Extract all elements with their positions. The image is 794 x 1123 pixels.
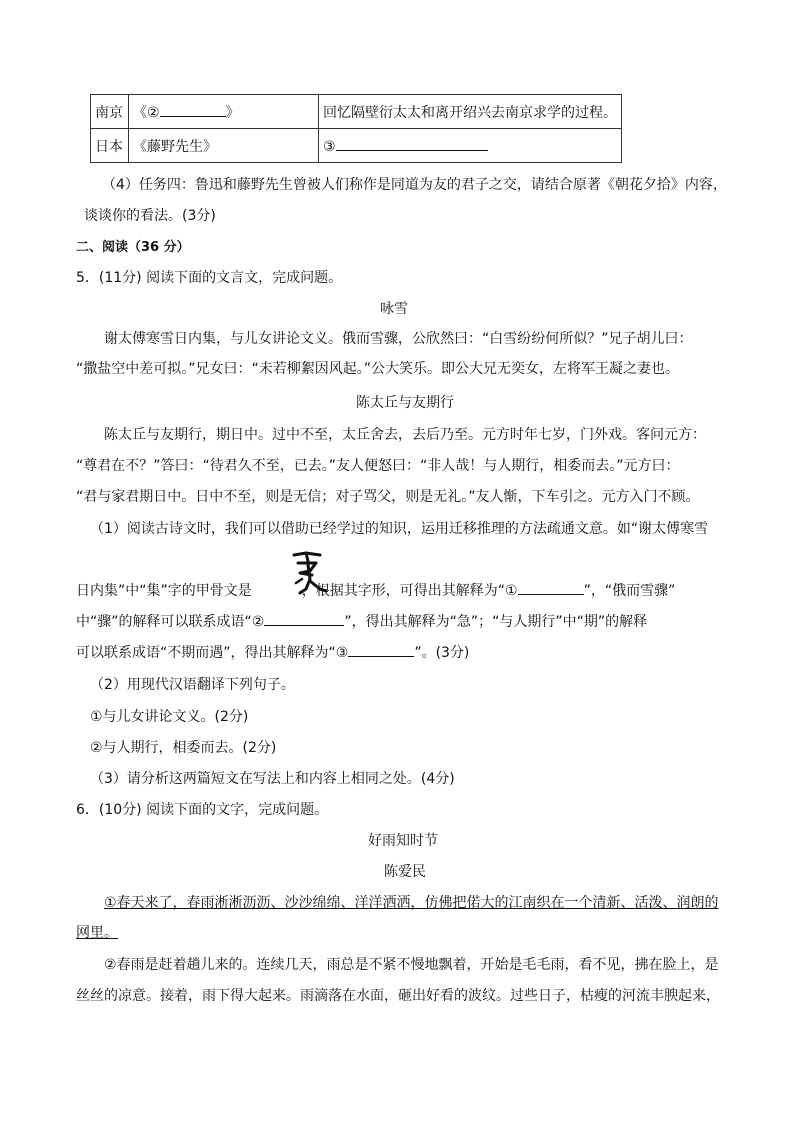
- table-cell-place: 日本: [91, 129, 129, 163]
- q5-sub1-line4: [76, 642, 469, 662]
- section-heading-reading: 二、阅读（36 分）: [76, 240, 190, 255]
- q5-sub1-line4-part-a: 可以联系成语“不期而遇”，得出其解释为“③: [76, 645, 349, 661]
- table-cell-content: [319, 129, 622, 163]
- passage2-line1: 陈太丘与友期行，期日中。过中不至，太丘舍去，去后乃至。元方时年七岁，门外戏。客问元方：: [104, 427, 706, 443]
- answer-blank-meaning[interactable]: [348, 642, 414, 657]
- passage-title-1: 咏雪: [380, 301, 408, 317]
- content-prefix: ③: [323, 139, 336, 155]
- passage3-p1-line2: 网里。: [76, 925, 118, 941]
- passage2-line2: “尊君在不？”答曰：“待君久不至，已去。”友人便怒曰：“非人哉！与人期行，相委而去。”元方曰：: [76, 458, 680, 474]
- passage1-line2: “撒盐空中差可拟。”兄女曰：“未若柳絮因风起。”公大笑乐。即公大兄无奕女，左将军王凝之妻也。: [76, 361, 680, 377]
- q4-line1: （4）任务四：鲁迅和藤野先生曾被人们称作是同道为友的君子之交，请结合原著《朝花夕拾》内容，: [102, 177, 727, 193]
- q5-sub2-a: ①与儿女讲论文义。(2分): [90, 709, 249, 725]
- q5-sub1-line4-part-b: ”。(3分): [414, 645, 470, 661]
- q5-sub1-line2-part-b: ，根据其字形，可得出其解释为“①: [301, 583, 518, 599]
- q4-line2: 谈谈你的看法。(3分): [84, 208, 216, 224]
- passage1-line1: 谢太傅寒雪日内集，与儿女讲论文义。俄而雪骤，公欣然曰：“白雪纷纷何所似？”兄子胡儿曰：: [104, 331, 693, 347]
- q5-sub2-b: ②与人期行，相委而去。(2分): [90, 740, 277, 756]
- work-suffix: 》: [225, 104, 240, 121]
- q5-sub3: （3）请分析这两篇短文在写法上和内容上相同之处。(4分): [90, 771, 455, 787]
- answer-blank-3[interactable]: [336, 136, 488, 151]
- table-row: [91, 95, 622, 129]
- q5-sub1-line2-part-c: ”，“俄而雪骤”: [583, 583, 676, 599]
- q5-sub1-line2: [76, 580, 675, 600]
- table-cell-work: 《藤野先生》: [129, 129, 319, 163]
- passage3-p1-line1: ①春天来了，春雨淅淅沥沥、沙沙绵绵、洋洋洒洒，仿佛把偌大的江南织在一个清新、活泼、润朗的: [104, 895, 719, 911]
- passage2-line3: “君与家君期日中。日中不至，则是无信；对子骂父，则是无礼。”友人惭，下车引之。元方入门不顾。: [76, 489, 700, 505]
- table-cell-work: [129, 95, 319, 129]
- passage3-p2-line2: 丝丝的凉意。接着，雨下得大起来。雨滴落在水面，砸出好看的波纹。过些日子，枯瘦的河流丰腴起来，: [76, 988, 720, 1004]
- passage-title-2: 陈太丘与友期行: [356, 395, 454, 411]
- passage-title-3: 好雨知时节: [368, 833, 438, 849]
- answer-blank-idiom[interactable]: [264, 611, 344, 626]
- q5-sub1-line1: （1）阅读古诗文时，我们可以借助已经学过的知识，运用迁移推理的方法疏通文意。如“谢太傅寒雪: [90, 521, 709, 537]
- table-cell-content: 回忆隔壁衍太太和离开绍兴去南京求学的过程。: [319, 95, 622, 129]
- table-cell-place: 南京: [91, 95, 129, 129]
- passage-author: 陈爱民: [384, 864, 426, 880]
- q5-sub1-line3-part-b: ”，得出其解释为“急”；“与人期行”中“期”的解释: [344, 614, 648, 630]
- q5-sub2: （2）用现代汉语翻译下列句子。: [90, 677, 295, 693]
- q5-intro: 5．(11分) 阅读下面的文言文，完成问题。: [76, 270, 343, 286]
- q5-sub1-line3: [76, 611, 647, 631]
- q6-intro: 6．(10分) 阅读下面的文字，完成问题。: [76, 802, 329, 818]
- answer-blank-1[interactable]: [518, 580, 584, 595]
- table-row: [91, 129, 622, 163]
- works-table: [90, 94, 622, 163]
- work-prefix: 《②: [133, 104, 160, 121]
- passage3-p2-line1: ②春雨是赶着趟儿来的。连续几天，雨总是不紧不慢地飘着，开始是毛毛雨，看不见，拂在脸上，是: [104, 957, 719, 973]
- q5-sub1-line3-part-a: 中“骤”的解释可以联系成语“②: [76, 614, 265, 630]
- answer-blank-2[interactable]: [160, 102, 226, 117]
- q5-sub1-line2-part-a: 日内集”中“集”字的甲骨文是: [76, 583, 252, 599]
